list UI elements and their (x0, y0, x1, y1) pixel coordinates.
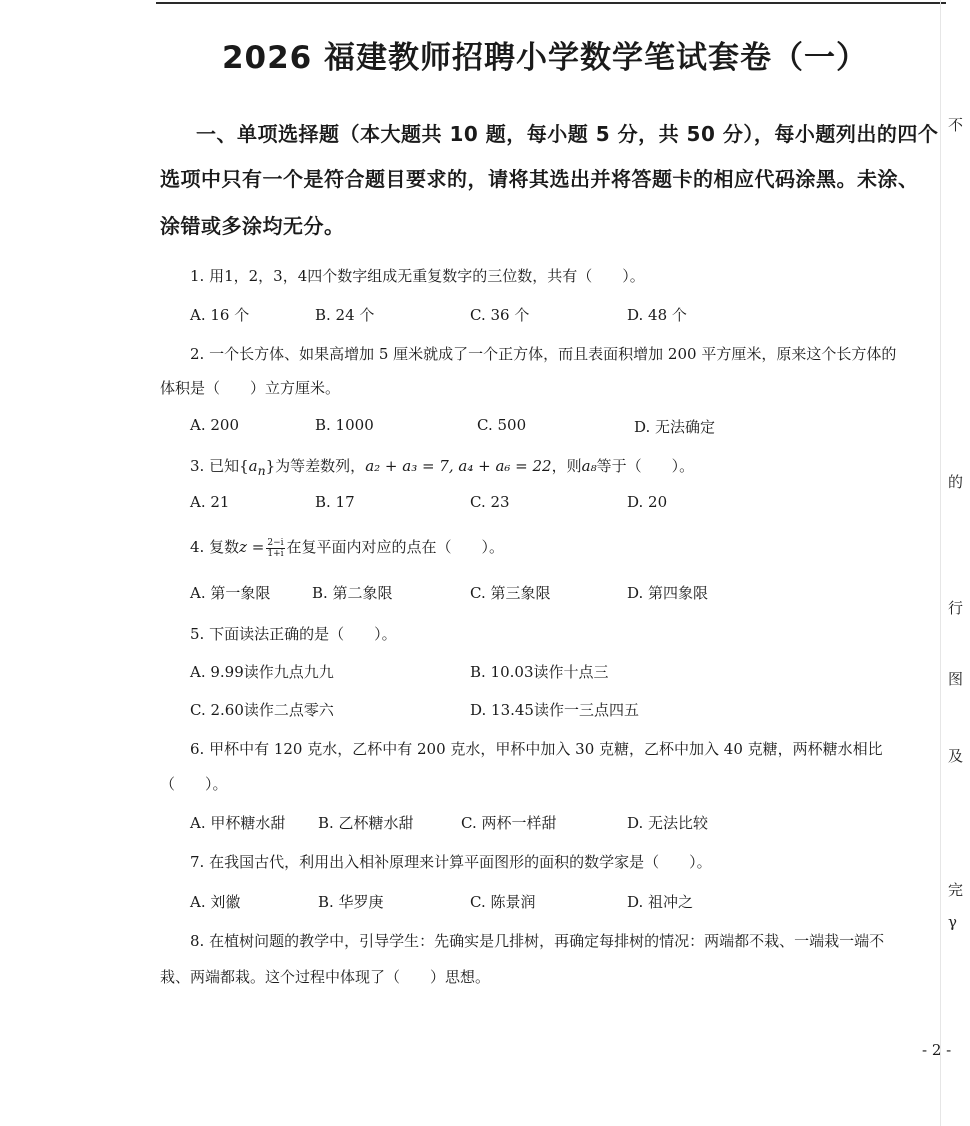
question-6-option-a: A. 甲杯糖水甜 (190, 814, 286, 832)
question-7-option-c: C. 陈景润 (470, 893, 536, 911)
question-1-option-a: A. 16 个 (190, 306, 250, 324)
question-3-text-lead: 3. 已知{ (190, 457, 249, 475)
question-4-text-tail: 在复平面内对应的点在（ ）。 (286, 538, 505, 556)
question-3-option-c: C. 23 (470, 493, 510, 511)
margin-char: 行 (948, 599, 964, 617)
fraction-denominator: 1+i (267, 548, 284, 559)
question-4-option-a: A. 第一象限 (190, 584, 271, 602)
question-6-stem-line-1: 6. 甲杯中有 120 克水，乙杯中有 200 克水，甲杯中加入 30 克糖，乙杯中加入 40 克糖，两杯糖水相比 (190, 740, 883, 758)
question-3-seq-n: n (257, 463, 266, 478)
question-3-option-b: B. 17 (315, 493, 355, 511)
question-6-option-d: D. 无法比较 (627, 814, 709, 832)
question-6-stem-line-2: （ ）。 (160, 775, 228, 793)
question-4-fraction (266, 538, 284, 559)
question-3-stem (190, 455, 694, 478)
question-2-option-b: B. 1000 (315, 416, 374, 434)
question-5-stem: 5. 下面读法正确的是（ ）。 (190, 625, 397, 643)
question-7-option-a: A. 刘徽 (190, 893, 241, 911)
question-2-option-d: D. 无法确定 (634, 418, 716, 436)
question-3-text-then: ，则 (551, 457, 582, 475)
question-2-option-c: C. 500 (477, 416, 527, 434)
question-2-stem-line-1: 2. 一个长方体、如果高增加 5 厘米就成了一个正方体，而且表面积增加 200 平方厘米，原来这个长方体的 (190, 345, 897, 363)
question-4-option-d: D. 第四象限 (627, 584, 709, 602)
question-5-option-d: D. 13.45读作一三点四五 (470, 701, 639, 719)
question-3-text-tail: 等于（ ）。 (596, 457, 695, 475)
question-8-stem-line-2: 栽、两端都栽。这个过程中体现了（ ）思想。 (160, 968, 491, 986)
margin-char: γ (948, 913, 957, 931)
question-4-z-eq: z = (239, 538, 265, 556)
question-3-seq-a: a (248, 457, 258, 475)
question-5-option-a: A. 9.99读作九点九九 (190, 663, 334, 681)
margin-char: 完 (948, 881, 964, 899)
question-1-option-b: B. 24 个 (315, 306, 375, 324)
question-3-a8: a₈ (581, 457, 597, 475)
question-2-stem-line-2: 体积是（ ）立方厘米。 (160, 379, 341, 397)
question-4-stem (190, 536, 504, 559)
margin-char: 不 (948, 116, 964, 134)
top-rule (156, 2, 946, 4)
question-1-option-c: C. 36 个 (470, 306, 530, 324)
margin-char: 及 (948, 747, 964, 765)
question-4-option-b: B. 第二象限 (312, 584, 393, 602)
question-6-option-b: B. 乙杯糖水甜 (318, 814, 414, 832)
margin-char: 图 (948, 670, 964, 688)
margin-char: 的 (948, 473, 964, 491)
fraction-numerator: 2−i (267, 537, 284, 548)
question-3-equations: a₂ + a₃ = 7, a₄ + a₆ = 22 (365, 457, 552, 475)
question-7-option-b: B. 华罗庚 (318, 893, 384, 911)
question-1-option-d: D. 48 个 (627, 306, 687, 324)
question-4-text-lead: 4. 复数 (190, 538, 240, 556)
question-7-stem: 7. 在我国古代，利用出入相补原理来计算平面图形的面积的数学家是（ ）。 (190, 853, 712, 871)
page-number: - 2 - (922, 1041, 952, 1059)
question-8-stem-line-1: 8. 在植树问题的教学中，引导学生：先确实是几排树，再确定每排树的情况：两端都不栽、一端栽一端不 (190, 932, 885, 950)
question-3-option-d: D. 20 (627, 493, 668, 511)
page-title: 2026 福建教师招聘小学数学笔试套卷（一） (221, 40, 869, 76)
question-6-option-c: C. 两杯一样甜 (461, 814, 557, 832)
question-4-option-c: C. 第三象限 (470, 584, 551, 602)
page-edge-line (940, 0, 941, 1126)
question-3-option-a: A. 21 (190, 493, 230, 511)
question-5-option-c: C. 2.60读作二点零六 (190, 701, 334, 719)
section-intro-line-1: 一、单项选择题（本大题共 10 题，每小题 5 分，共 50 分），每小题列出的四个 (196, 122, 939, 146)
question-5-option-b: B. 10.03读作十点三 (470, 663, 609, 681)
question-1-stem: 1. 用1，2，3，4四个数字组成无重复数字的三位数，共有（ ）。 (190, 267, 645, 285)
section-intro-line-3: 涂错或多涂均无分。 (160, 214, 345, 238)
question-7-option-d: D. 祖冲之 (627, 893, 694, 911)
question-3-text-mid: }为等差数列， (265, 457, 366, 475)
section-intro-line-2: 选项中只有一个是符合题目要求的，请将其选出并将答题卡的相应代码涂黑。未涂、 (160, 167, 919, 191)
question-2-option-a: A. 200 (190, 416, 239, 434)
